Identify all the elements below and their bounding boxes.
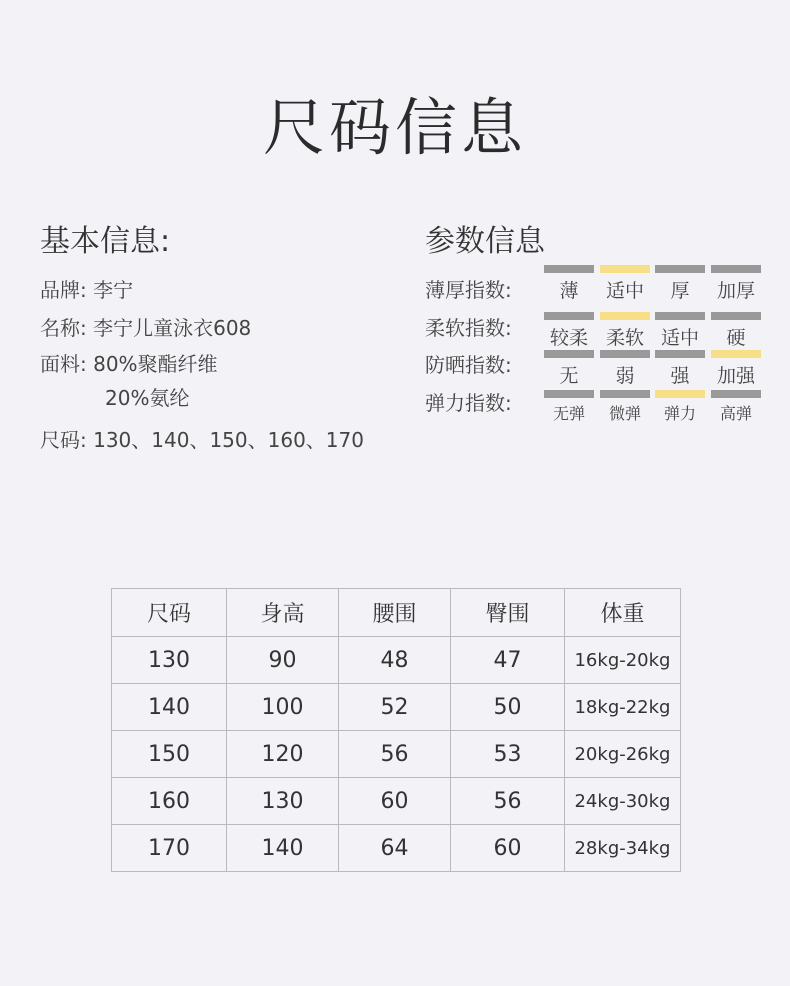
param-indicator-active [655,390,705,398]
param-option [544,312,594,350]
param-option [600,312,650,350]
param-info-title: 参数信息 [425,224,545,259]
param-label-softness: 柔软指数: [425,316,512,340]
param-indicator-active [600,312,650,320]
param-option [655,350,705,388]
param-option [711,265,761,303]
table-cell: 120 [227,731,339,778]
brand-row [40,274,133,303]
basic-info-title: 基本信息: [40,224,171,259]
fabric-row [40,348,218,377]
table-cell: 47 [451,637,565,684]
table-cell: 130 [112,637,227,684]
param-option [711,350,761,388]
param-label-elasticity: 弹力指数: [425,391,512,415]
param-option-label: 柔软 [605,327,644,349]
table-cell: 56 [451,778,565,825]
param-indicator [544,350,594,358]
param-option-label: 较柔 [549,327,588,349]
param-option [600,265,650,303]
table-cell: 100 [227,684,339,731]
table-cell: 48 [339,637,451,684]
param-option-label: 无 [559,365,579,387]
header-waist: 腰围 [339,589,451,637]
size-row [40,424,364,453]
brand-label: 品牌: [40,278,87,302]
param-indicator [600,350,650,358]
header-size: 尺码 [112,589,227,637]
param-option-label: 厚 [670,280,690,302]
table-cell: 60 [339,778,451,825]
table-cell: 140 [112,684,227,731]
page-title: 尺码信息 [262,91,527,164]
table-cell: 56 [339,731,451,778]
param-option-label: 薄 [559,280,579,302]
param-option-label: 弹力 [663,404,696,423]
param-option [655,312,705,350]
param-indicator [655,312,705,320]
param-indicator [655,350,705,358]
param-label-thickness: 薄厚指数: [425,278,512,302]
fabric-label: 面料: [40,352,87,376]
param-option [544,265,594,303]
param-indicator [544,390,594,398]
param-option-label: 适中 [605,280,644,302]
table-cell: 90 [227,637,339,684]
param-option-label: 硬 [726,327,746,349]
header-height: 身高 [227,589,339,637]
table-row [112,684,681,731]
param-option-label: 强 [670,365,690,387]
table-cell: 130 [227,778,339,825]
param-option [655,390,705,424]
table-row [112,778,681,825]
param-indicator [711,390,761,398]
size-table [111,588,681,872]
param-option [711,312,761,350]
param-option-label: 加强 [716,365,755,387]
param-option-label: 微弹 [608,404,641,423]
table-header-row [112,589,681,637]
param-indicator [655,265,705,273]
table-cell: 150 [112,731,227,778]
param-option [600,350,650,388]
header-hip: 臀围 [451,589,565,637]
param-option [600,390,650,424]
table-row [112,731,681,778]
name-label: 名称: [40,316,87,340]
param-indicator [711,312,761,320]
param-option-label: 高弹 [719,404,752,423]
table-cell: 53 [451,731,565,778]
param-option-label: 加厚 [716,280,755,302]
header-weight: 体重 [565,589,681,637]
fabric-row-2 [105,382,189,411]
table-cell: 64 [339,825,451,872]
param-indicator [600,390,650,398]
param-label-sunproof: 防晒指数: [425,353,512,377]
table-cell: 140 [227,825,339,872]
param-option-label: 适中 [660,327,699,349]
param-indicator-active [600,265,650,273]
table-cell: 16kg-20kg [565,637,681,684]
param-option-label: 无弹 [552,404,585,423]
table-cell: 28kg-34kg [565,825,681,872]
param-option [544,350,594,388]
name-row [40,312,251,341]
table-cell: 20kg-26kg [565,731,681,778]
size-label: 尺码: [40,428,87,452]
param-indicator [544,312,594,320]
param-indicator-active [711,350,761,358]
brand-value: 李宁 [93,278,134,302]
param-option [655,265,705,303]
table-cell: 160 [112,778,227,825]
fabric-value-1: 80%聚酯纤维 [93,352,218,376]
param-option [544,390,594,424]
param-indicator [544,265,594,273]
table-cell: 52 [339,684,451,731]
fabric-value-2: 20%氨纶 [105,386,190,410]
name-value: 李宁儿童泳衣608 [93,316,252,340]
table-cell: 60 [451,825,565,872]
param-option [711,390,761,424]
param-indicator [711,265,761,273]
table-cell: 170 [112,825,227,872]
table-cell: 24kg-30kg [565,778,681,825]
param-option-label: 弱 [615,365,635,387]
size-values: 130、140、150、160、170 [93,428,364,452]
table-row [112,825,681,872]
table-row [112,637,681,684]
table-cell: 18kg-22kg [565,684,681,731]
table-cell: 50 [451,684,565,731]
